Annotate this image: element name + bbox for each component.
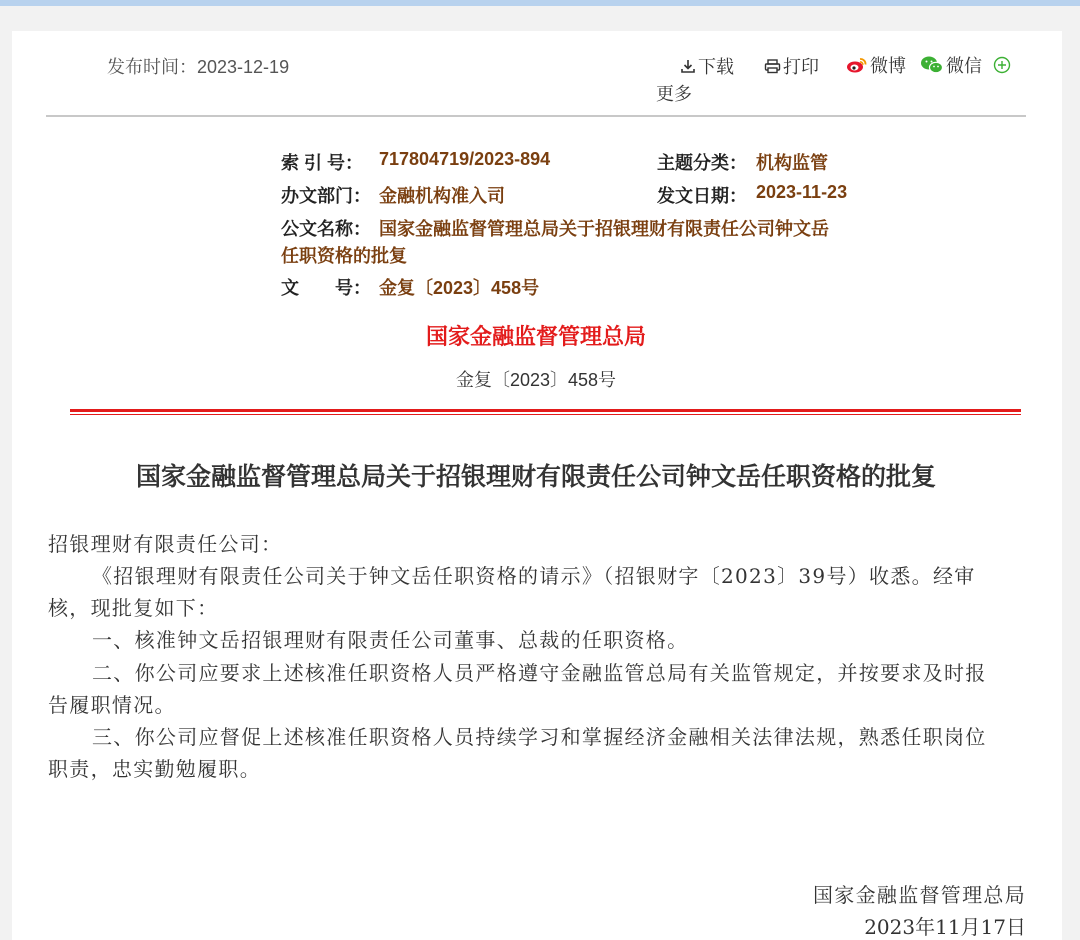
- publish-date: 发布时间：2023-12-19: [107, 57, 290, 77]
- wechat-icon: [920, 56, 944, 74]
- doc-name-value-cont: 任职资格的批复: [281, 246, 407, 266]
- paragraph-2: 一、核准钟文岳招银理财有限责任公司董事、总裁的任职资格。: [92, 628, 689, 652]
- issue-date-label: 发文日期：: [657, 186, 747, 206]
- printer-icon: [764, 58, 781, 74]
- more-link[interactable]: 更多: [656, 84, 692, 104]
- salutation: 招银理财有限责任公司：: [48, 532, 283, 556]
- doc-no-value: 金复〔2023〕458号: [379, 278, 540, 298]
- header-divider: [46, 115, 1026, 117]
- paragraph-1-cont: 核，现批复如下：: [48, 596, 219, 620]
- download-label: 下载: [698, 57, 734, 77]
- weibo-share-button[interactable]: [846, 52, 906, 78]
- doc-no-label: 文 号：: [281, 278, 371, 298]
- signature-org: 国家金融监督管理总局: [813, 883, 1026, 907]
- document-page: [12, 31, 1062, 940]
- dept-value: 金融机构准入司: [379, 186, 505, 206]
- paragraph-3-cont: 告履职情况。: [48, 693, 176, 717]
- download-button[interactable]: [680, 53, 734, 79]
- red-divider-thick: [70, 409, 1021, 412]
- doc-name-label: 公文名称：: [281, 219, 371, 239]
- paragraph-4: 三、你公司应督促上述核准任职资格人员持续学习和掌握经济金融相关法律法规，熟悉任职岗位: [92, 725, 987, 749]
- paragraph-1: 《招银理财有限责任公司关于钟文岳任职资格的请示》（招银财字〔2023〕39号）收悉。经审: [92, 564, 976, 588]
- more-share-plus-button[interactable]: [993, 56, 1013, 74]
- topic-label: 主题分类：: [657, 153, 747, 173]
- plus-circle-icon: [993, 56, 1011, 74]
- letterhead-doc-number: 金复〔2023〕458号: [455, 370, 617, 390]
- index-value: 717804719/2023-894: [379, 149, 551, 169]
- weibo-label: 微博: [870, 56, 906, 76]
- print-label: 打印: [783, 57, 819, 77]
- issue-date-value: 2023-11-23: [756, 182, 848, 202]
- doc-name-value: 国家金融监督管理总局关于招银理财有限责任公司钟文岳: [379, 219, 829, 239]
- topic-value: 机构监管: [756, 153, 828, 173]
- red-divider-thin: [70, 414, 1021, 415]
- paragraph-3: 二、你公司应要求上述核准任职资格人员严格遵守金融监管总局有关监管规定，并按要求及时报: [92, 661, 987, 685]
- index-label: 索 引 号：: [281, 153, 364, 173]
- paragraph-4-cont: 职责，忠实勤勉履职。: [48, 757, 261, 781]
- print-button[interactable]: [764, 53, 819, 79]
- dept-label: 办文部门：: [281, 186, 371, 206]
- document-title: 国家金融监督管理总局关于招银理财有限责任公司钟文岳任职资格的批复: [135, 463, 936, 491]
- top-color-bar: [0, 0, 1080, 6]
- letterhead-org: 国家金融监督管理总局: [425, 324, 646, 349]
- signature-date: 2023年11月17日: [864, 915, 1026, 939]
- weibo-icon: [846, 56, 868, 74]
- wechat-label: 微信: [946, 56, 982, 76]
- wechat-share-button[interactable]: [920, 52, 982, 78]
- download-icon: [680, 58, 696, 74]
